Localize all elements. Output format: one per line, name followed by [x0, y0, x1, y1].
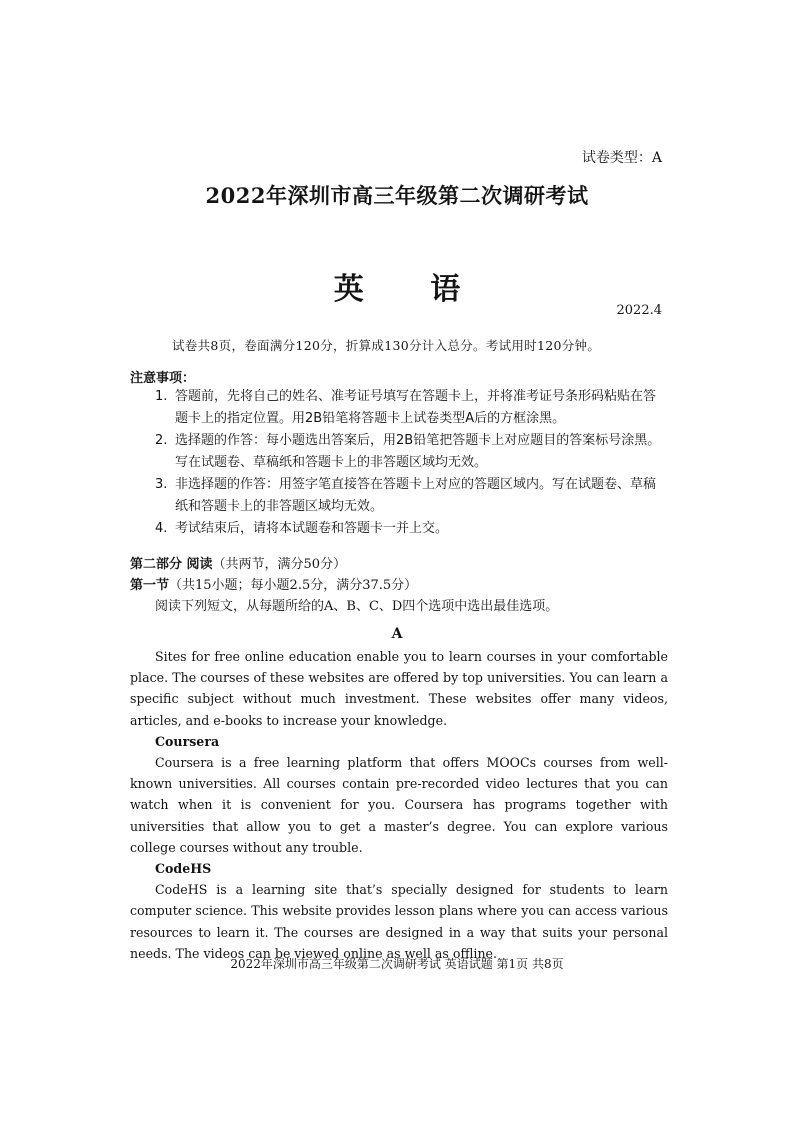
notice-heading: 注意事项： — [130, 371, 196, 386]
passage-label: A — [391, 626, 403, 642]
notice-list — [155, 386, 665, 540]
notice-number: 1. — [155, 389, 168, 404]
notice-text: 考试结束后，请将本试题卷和答题卡一并上交。 — [175, 521, 449, 536]
exam-title: 2022年深圳市高三年级第二次调研考试 — [205, 183, 589, 208]
notice-number: 3. — [155, 477, 168, 492]
passage-subheading: CodeHS — [155, 861, 212, 877]
passage-paragraph: Coursera is a free learning platform that offers MOOCs courses from well-known universities. All courses contain pre-recorded video lectures that you can watch when it is convenient for you. Coursera has programs together with universities that allow you to get a master’s degree. You can explore various college courses without any trouble. — [130, 755, 668, 855]
reading-instruction: 阅读下列短文，从每题所给的A、B、C、D四个选项中选出最佳选项。 — [155, 599, 559, 614]
subsection-title: 第一节 — [130, 578, 170, 593]
page-footer: 2022年深圳市高三年级第二次调研考试 英语试题 第1页 共8页 — [230, 957, 564, 971]
passage-paragraph: CodeHS is a learning site that’s specially designed for students to learn computer science. This website provides lesson plans where you can access various resources to learn it. The courses are designed in a way that suits your personal needs. The videos can be viewed online as well as offline. — [130, 882, 668, 961]
exam-info: 试卷共8页，卷面满分120分，折算成130分计入总分。考试用时120分钟。 — [172, 338, 601, 353]
passage-body — [130, 646, 668, 964]
passage-paragraph: Sites for free online education enable you to learn courses in your comfortable place. The courses of these websites are offered by top universities. You can learn a specific subject without much investment. These websites offer many videos, articles, and e-books to increase your knowledge. — [130, 649, 668, 728]
notice-text: 非选择题的作答：用签字笔直接答在答题卡上对应的答题区域内。写在试题卷、草稿纸和答题卡上的非答题区域均无效。 — [175, 477, 657, 514]
notice-item — [155, 474, 665, 518]
subsection-heading — [130, 574, 417, 593]
subsection-meta: （共15小题；每小题2.5分，满分37.5分） — [169, 578, 418, 593]
subject-title: 英 语 — [333, 272, 489, 307]
notice-item — [155, 518, 665, 540]
section-meta: （共两节，满分50分） — [212, 557, 347, 572]
notice-number: 4. — [155, 521, 168, 536]
notice-number: 2. — [155, 433, 168, 448]
notice-text: 选择题的作答：每小题选出答案后，用2B铅笔把答题卡上对应题目的答案标号涂黑。写在试题卷、草稿纸和答题卡上的非答题区域均无效。 — [175, 433, 661, 470]
paper-type-label: 试卷类型：A — [581, 150, 662, 166]
notice-item — [155, 386, 665, 430]
exam-date: 2022.4 — [616, 303, 662, 318]
passage-subheading: Coursera — [155, 733, 220, 749]
notice-text: 答题前，先将自己的姓名、准考证号填写在答题卡上，并将准考证号条形码粘贴在答题卡上的指定位置。用2B铅笔将答题卡上试卷类型A后的方框涂黑。 — [175, 389, 657, 426]
section-title: 第二部分 阅读 — [130, 557, 213, 572]
section-heading — [130, 553, 346, 572]
notice-item — [155, 430, 665, 474]
